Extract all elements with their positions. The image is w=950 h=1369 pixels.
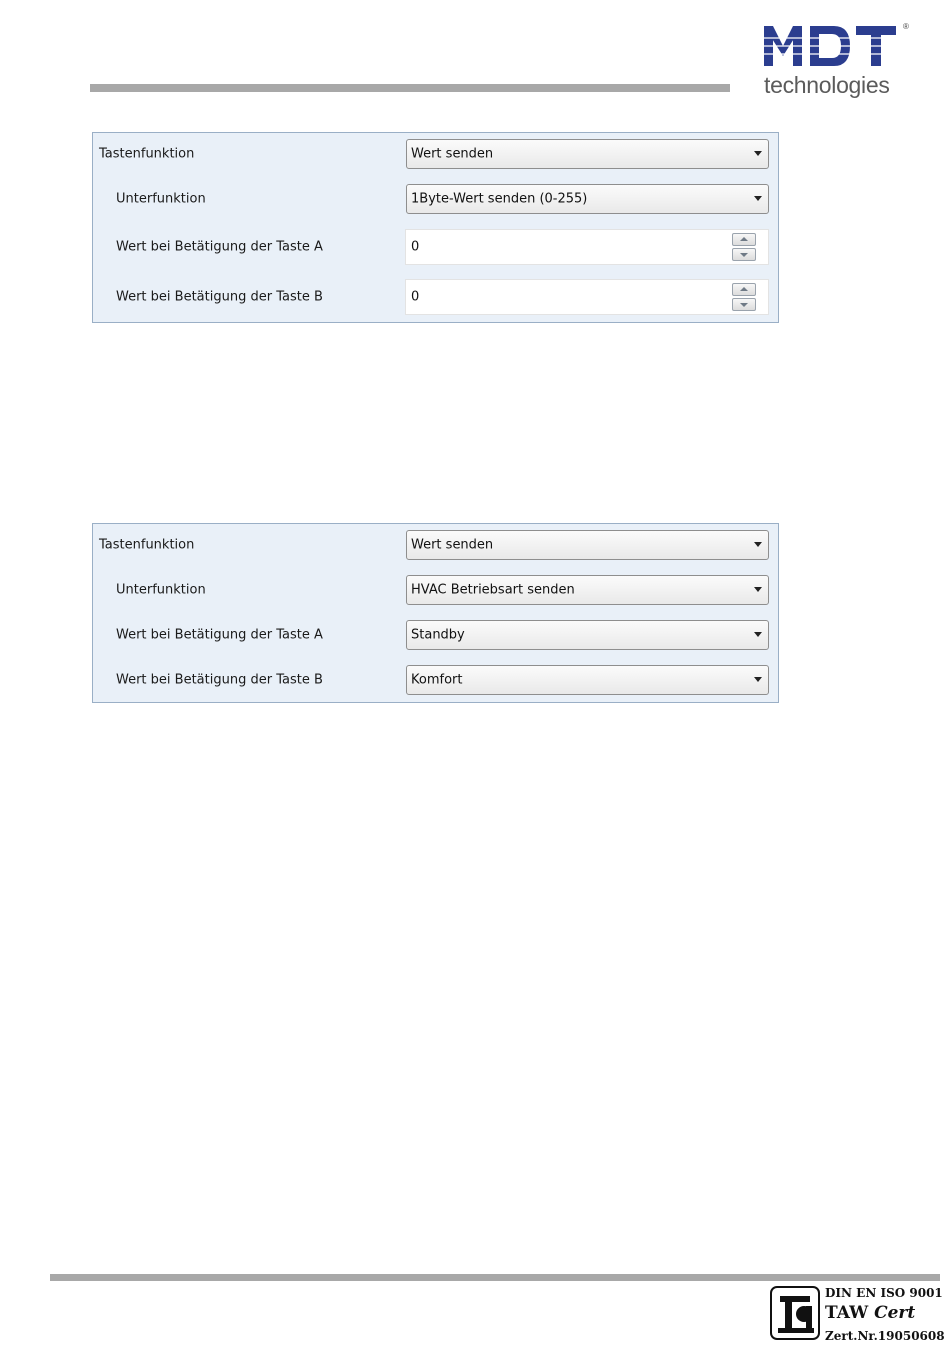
param-label: Tastenfunktion xyxy=(99,146,195,162)
arrow-down-icon xyxy=(740,253,748,257)
cert-standard: DIN EN ISO 9001 xyxy=(825,1286,943,1300)
dropdown-value: 1Byte-Wert senden (0-255) xyxy=(411,191,588,207)
mdt-wordmark-icon xyxy=(760,22,900,70)
param-row-unterfunktion xyxy=(93,181,778,217)
arrow-up-icon xyxy=(740,287,748,291)
param-row-unterfunktion xyxy=(93,572,778,608)
param-label: Unterfunktion xyxy=(116,582,206,598)
tastenfunktion-dropdown[interactable] xyxy=(406,139,769,169)
param-row-wert-taste-b xyxy=(93,279,778,315)
arrow-down-icon xyxy=(740,303,748,307)
param-row-wert-taste-a xyxy=(93,617,778,653)
param-label: Wert bei Betätigung der Taste A xyxy=(116,239,323,255)
taw-cert-seal-icon xyxy=(770,1286,820,1340)
dropdown-value: Komfort xyxy=(411,672,463,688)
parameter-panel-byte xyxy=(92,132,779,323)
dropdown-value: Wert senden xyxy=(411,146,494,162)
param-row-tastenfunktion xyxy=(93,136,778,172)
cert-brand-italic: Cert xyxy=(874,1303,916,1323)
wert-taste-a-input[interactable] xyxy=(405,229,769,265)
param-row-wert-taste-b xyxy=(93,662,778,698)
spin-down-button[interactable] xyxy=(732,298,756,311)
logo-subtitle: technologies xyxy=(764,72,890,98)
param-label: Unterfunktion xyxy=(116,191,206,207)
mdt-logo xyxy=(760,22,920,102)
cert-brand xyxy=(825,1303,915,1323)
spin-up-button[interactable] xyxy=(732,233,756,246)
param-label: Wert bei Betätigung der Taste A xyxy=(116,627,323,643)
param-label: Wert bei Betätigung der Taste B xyxy=(116,289,323,305)
chevron-down-icon xyxy=(754,587,762,592)
cert-brand-main: TAW xyxy=(825,1303,869,1323)
param-label: Wert bei Betätigung der Taste B xyxy=(116,672,323,688)
arrow-up-icon xyxy=(740,237,748,241)
cert-number: Zert.Nr.19050608 xyxy=(825,1329,945,1343)
chevron-down-icon xyxy=(754,542,762,547)
param-row-wert-taste-a xyxy=(93,229,778,265)
input-value: 0 xyxy=(411,239,420,255)
parameter-panel-hvac xyxy=(92,523,779,703)
registered-mark: ® xyxy=(903,22,909,31)
chevron-down-icon xyxy=(754,632,762,637)
spin-down-button[interactable] xyxy=(732,248,756,261)
wert-taste-b-input[interactable] xyxy=(405,279,769,315)
wert-taste-a-dropdown[interactable] xyxy=(406,620,769,650)
dropdown-value: Standby xyxy=(411,627,465,643)
chevron-down-icon xyxy=(754,196,762,201)
iso-certification xyxy=(768,1286,945,1346)
param-label: Tastenfunktion xyxy=(99,537,195,553)
tastenfunktion-dropdown[interactable] xyxy=(406,530,769,560)
dropdown-value: Wert senden xyxy=(411,537,494,553)
unterfunktion-dropdown[interactable] xyxy=(406,575,769,605)
unterfunktion-dropdown[interactable] xyxy=(406,184,769,214)
chevron-down-icon xyxy=(754,677,762,682)
spin-up-button[interactable] xyxy=(732,283,756,296)
chevron-down-icon xyxy=(754,151,762,156)
param-row-tastenfunktion xyxy=(93,527,778,563)
dropdown-value: HVAC Betriebsart senden xyxy=(411,582,575,598)
bottom-rule xyxy=(50,1274,940,1281)
top-rule xyxy=(90,84,730,92)
input-value: 0 xyxy=(411,289,420,305)
wert-taste-b-dropdown[interactable] xyxy=(406,665,769,695)
